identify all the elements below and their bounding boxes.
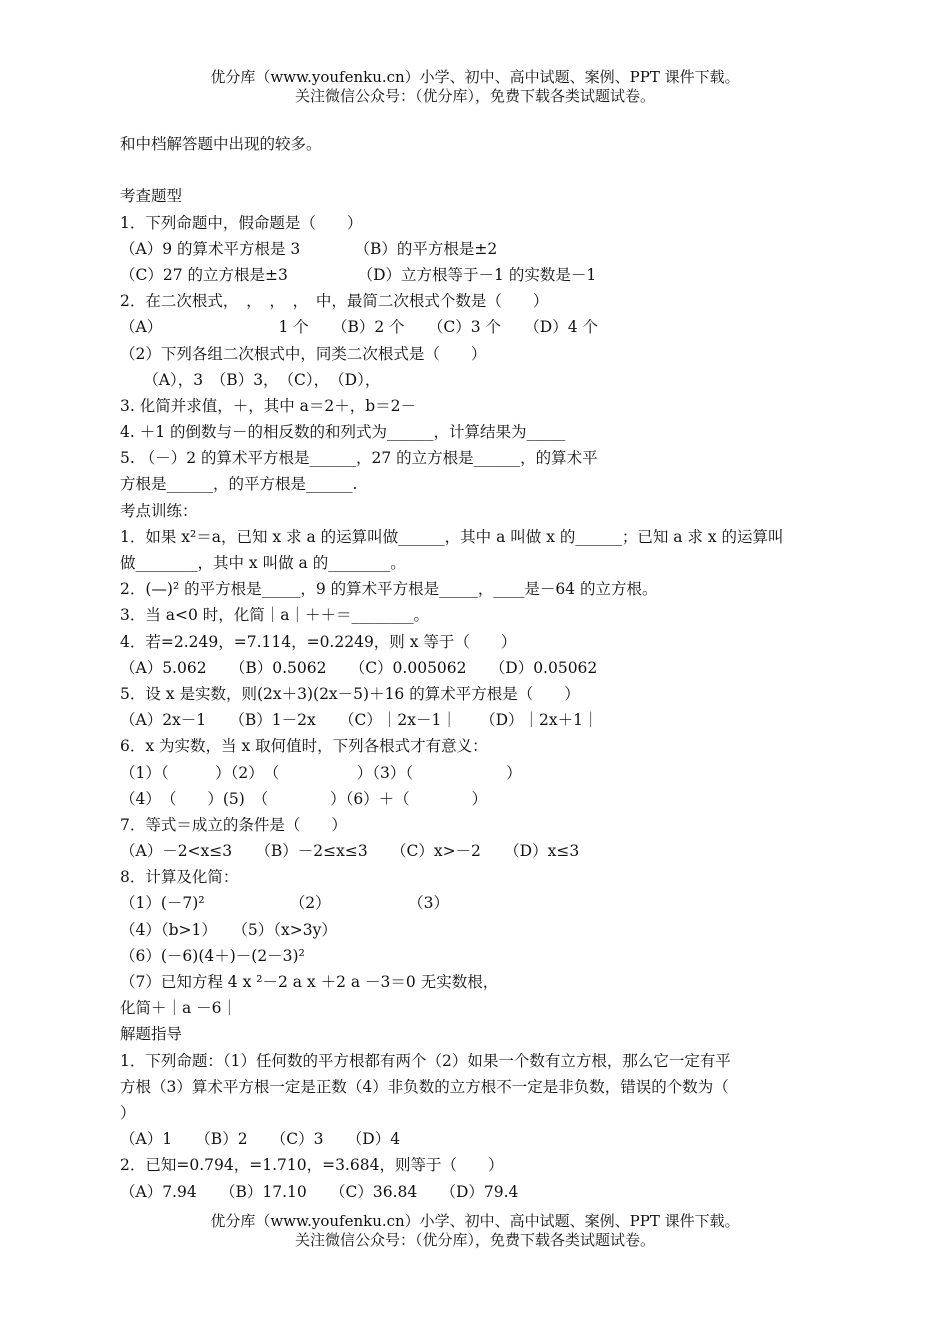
question-line: 6．x 为实数，当 x 取何值时，下列各根式才有意义： — [120, 737, 488, 756]
option-line: （A）5.062 （B）0.5062 （C）0.005062 （D）0.05062 — [120, 658, 598, 677]
blank-line — [120, 157, 840, 183]
option-line: （A）2x－1 （B）1－2x （C）｜2x－1｜ （D）｜2x＋1｜ — [120, 711, 599, 730]
option-line: （4） （ ）(5) （ ）（6）＋（ ） — [120, 789, 488, 808]
question-line: 5. （－）2 的算术平方根是______，27 的立方根是______，的算术平 — [120, 449, 598, 468]
option-line: （7）已知方程 4 x ²－2 a x ＋2 a －3＝0 无实数根， — [120, 973, 499, 991]
question-line: 2．(—)² 的平方根是_____，9 的算术平方根是_____，____是－64 的立方根。 — [120, 580, 658, 599]
question-line: 做________，其中 x 叫做 a 的________。 — [120, 554, 406, 572]
question-line: （2）下列各组二次根式中，同类二次根式是（ ） — [120, 344, 487, 363]
option-line: （1）(－7)² （2） （3） — [120, 894, 450, 913]
text-line: 和中档解答题中出现的较多。 — [120, 135, 322, 153]
question-line: 3. 化简并求值，＋，其中 a＝2＋，b＝2－ — [120, 396, 417, 415]
option-line: （A）－2<x≤3 （B）－2≤x≤3 （C）x>－2 （D）x≤3 — [120, 842, 580, 861]
question-line: 4. ＋1 的倒数与－的相反数的和列式为______，计算结果为_____ — [120, 423, 566, 442]
footer-line-2: 关注微信公众号：（优分库），免费下载各类试题试卷。 — [294, 1231, 655, 1249]
option-line: （A）7.94 （B）17.10 （C）36.84 （D）79.4 — [120, 1182, 519, 1201]
option-line: （C）27 的立方根是±3 （D）立方根等于－1 的实数是－1 — [120, 265, 597, 284]
question-line: 4．若=2.249，=7.114，=0.2249，则 x 等于（ ） — [120, 632, 517, 651]
question-line: 8．计算及化简： — [120, 868, 239, 887]
question-line: 方根（3）算术平方根一定是正数（4）非负数的立方根不一定是非负数，错误的个数为（ — [120, 1077, 729, 1096]
option-line: （6）(－6)(4＋)－(2－3)² — [120, 946, 305, 965]
option-line: （A）9 的算术平方根是 3 （B）的平方根是±2 — [120, 239, 498, 258]
option-line: （A） 1 个 （B）2 个 （C）3 个 （D）4 个 — [120, 318, 599, 337]
question-line: 7．等式＝成立的条件是（ ） — [120, 815, 347, 834]
document-body — [120, 131, 840, 1205]
section-heading-practice: 考点训练： — [120, 501, 198, 520]
option-line: （1）（ ）（2） （ ）（3）（ ） — [120, 763, 522, 782]
question-line: 2．已知=0.794，=1.710，=3.684，则等于（ ） — [120, 1156, 504, 1175]
question-line: 1．下列命题：（1）任何数的平方根都有两个（2）如果一个数有立方根，那么它一定有平 — [120, 1051, 731, 1070]
section-heading-question-types: 考查题型 — [120, 187, 183, 206]
page-header — [0, 68, 950, 106]
header-line-1: 优分库（www.youfenku.cn）小学、初中、高中试题、案例、PPT 课件下载。 — [210, 68, 740, 86]
question-line: 5．设 x 是实数，则(2x＋3)(2x－5)＋16 的算术平方根是（ ） — [120, 684, 580, 703]
section-heading-guidance: 解题指导 — [120, 1025, 183, 1044]
page-footer — [0, 1212, 950, 1250]
question-line: ） — [120, 1103, 136, 1122]
question-line: 方根是______，的平方根是______. — [120, 475, 358, 494]
option-line: （4）（b>1） （5）（x>3y） — [120, 920, 337, 939]
question-line: 化简＋｜a －6｜ — [120, 999, 238, 1018]
header-line-2: 关注微信公众号：（优分库），免费下载各类试题试卷。 — [294, 87, 655, 105]
footer-line-1: 优分库（www.youfenku.cn）小学、初中、高中试题、案例、PPT 课件下载。 — [210, 1212, 740, 1230]
option-line: （A），3 （B）3， （C）， （D）， — [120, 370, 381, 389]
question-line: 1．下列命题中，假命题是（ ） — [120, 213, 363, 232]
question-line: 2．在二次根式， ， ， ， 中，最简二次根式个数是（ ） — [120, 292, 549, 311]
option-line: （A）1 （B）2 （C）3 （D）4 — [120, 1130, 401, 1149]
question-line: 3．当 a<0 时，化简｜a｜＋＋＝________。 — [120, 606, 430, 625]
question-line: 1．如果 x²＝a，已知 x 求 a 的运算叫做______，其中 a 叫做 x 的______；已知 a 求 x 的运算叫 — [120, 527, 784, 546]
